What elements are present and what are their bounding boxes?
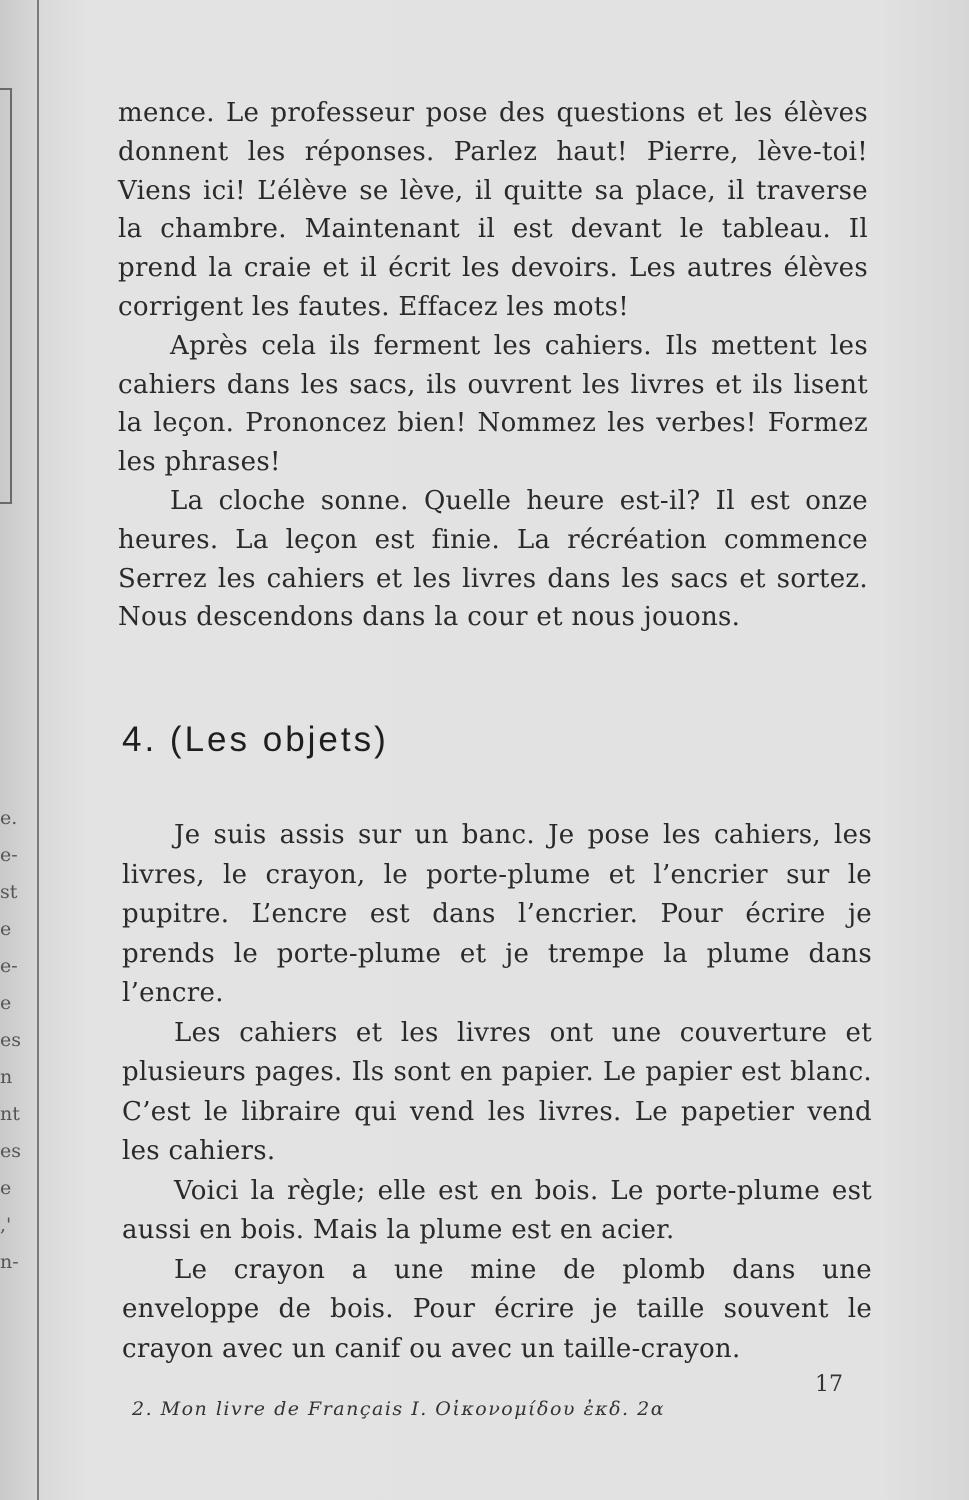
fragment: n	[0, 1066, 13, 1088]
fragment: e	[0, 1177, 12, 1199]
lesson-text-objets	[122, 816, 872, 1369]
previous-page-frame-edge	[0, 88, 12, 504]
fragment: es	[0, 1029, 21, 1051]
section-heading: 4. (Les objets)	[122, 720, 389, 759]
paragraph: Le crayon a une mine de plomb dans une enveloppe de bois. Pour écrire je taille souvent le crayon avec un canif ou avec un taille-crayon.	[122, 1254, 872, 1364]
fragment: n-	[0, 1251, 19, 1273]
paragraph: Je suis assis sur un banc. Je pose les cahiers, les livres, le crayon, le porte-plume et l’encrier sur le pupitre. L’encre est dans l’encrier. Pour écrire je prends le porte-plume et je trempe la plume dans l’encre.	[122, 820, 872, 1008]
previous-page-text-fragments	[0, 800, 21, 1281]
paragraph: mence. Le professeur pose des questions et les élèves donnent les réponses. Parlez haut! Pierre, lève-toi! Viens ici! L’élève se lève, il quitte sa place, il traverse la chambre. Maintenant il est devant le tableau. Il prend la craie et il écrit les devoirs. Les autres élèves corrigent les fautes. Effacez les mots!	[118, 98, 868, 322]
fragment: nt	[0, 1103, 20, 1125]
fragment: e-	[0, 955, 18, 977]
lesson-text-top	[118, 94, 868, 637]
fragment: e	[0, 918, 12, 940]
paragraph: Les cahiers et les livres ont une couverture et plusieurs pages. Ils sont en papier. Le papier est blanc. C’est le libraire qui vend les livres. Le papetier vend les cahiers.	[122, 1017, 872, 1166]
fragment: e	[0, 992, 12, 1014]
fragment: es	[0, 1140, 21, 1162]
fragment: e.	[0, 807, 18, 829]
page-footer-signature: 2. Mon livre de Français I. Οἰκονομίδου ἐκδ. 2α	[132, 1398, 666, 1420]
book-gutter-line	[37, 0, 39, 1500]
page-number: 17	[815, 1372, 843, 1397]
fragment: e-	[0, 844, 18, 866]
fragment: ,'	[0, 1214, 12, 1236]
paragraph: Après cela ils ferment les cahiers. Ils mettent les cahiers dans les sacs, ils ouvrent les livres et ils lisent la leçon. Prononcez bien! Nommez les verbes! Formez les phrases!	[118, 330, 868, 478]
paragraph: Voici la règle; elle est en bois. Le porte-plume est aussi en bois. Mais la plume est en acier.	[122, 1175, 872, 1245]
fragment: st	[0, 881, 18, 903]
paragraph: La cloche sonne. Quelle heure est-il? Il est onze heures. La leçon est finie. La récréation commence Serrez les cahiers et les livres dans les sacs et sortez. Nous descendons dans la cour et nous jouons.	[118, 485, 868, 633]
